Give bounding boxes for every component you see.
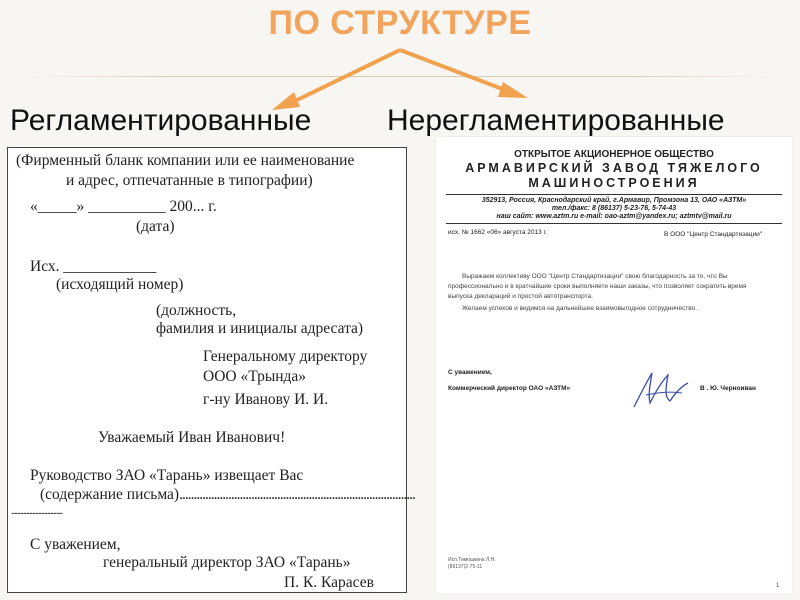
- reference-line: исх. № 1662 «06» августа 2013 г.: [448, 229, 547, 236]
- signer-name: В . Ю. Черноиван: [700, 385, 756, 392]
- organization-name-line2: МАШИНОСТРОЕНИЯ: [528, 176, 700, 190]
- recipient-position: Генеральному директору: [203, 348, 368, 365]
- date-caption: (дата): [136, 218, 175, 235]
- organization-phone: тел./факс: 8 (86137) 5-23-76, 5-74-43: [551, 205, 677, 212]
- header-rule-bottom: [446, 223, 782, 224]
- letterhead-caption-line2: и адрес, отпечатанные в типографии): [66, 172, 313, 189]
- recipient-name: г-ну Иванову И. И.: [203, 391, 329, 408]
- signer-title: Коммерческий директор ОАО «АЗТМ»: [448, 385, 571, 392]
- body-dots: ..................................................................................: [179, 486, 415, 503]
- recipient-caption-line2: фамилия и инициалы адресата): [156, 320, 364, 337]
- addressee: В ООО "Центр Стандартизации": [664, 231, 763, 238]
- salutation: Уважаемый Иван Иванович!: [98, 429, 286, 446]
- letterhead-caption-line1: (Фирменный бланк компании или ее наименование: [16, 152, 355, 169]
- slide-title: ПО СТРУКТУРЕ: [268, 4, 532, 42]
- unregulated-label: Нерегламентированные: [387, 104, 725, 137]
- paragraph2: Желаем успехов и видимся на дальнейшее взаимовыгодное сотрудничество .: [462, 305, 699, 312]
- organization-web: наш сайт: www.aztm.ru e-mail: oao-aztm@yandex.ru; aztmtv@mail.ru: [496, 213, 732, 220]
- body-line2: [40, 486, 415, 504]
- real-letter: [436, 137, 792, 594]
- signer-name: П. К. Карасев: [284, 574, 374, 591]
- right-arrow-icon: [400, 50, 528, 98]
- signature-icon: [626, 365, 696, 415]
- outgoing-number-line: Исх. ____________: [30, 258, 157, 275]
- closing: С уважением,: [448, 369, 492, 376]
- signer-title: генеральный директор ЗАО «Тарань»: [103, 554, 351, 571]
- page-number: 1: [776, 583, 780, 589]
- body-placeholder: (содержание письма): [40, 486, 180, 503]
- regulated-label: Регламентированные: [10, 104, 312, 137]
- paragraph1-line1: Выражаем коллективу ООО "Центр Стандартизации" свою благодарность за то, что Вы: [462, 273, 728, 280]
- outgoing-number-caption: (исходящий номер): [56, 276, 184, 293]
- organization-name-line1: АРМАВИРСКИЙ ЗАВОД ТЯЖЕЛОГО: [465, 161, 763, 175]
- recipient-caption-line1: (должность,: [156, 302, 237, 319]
- paragraph1-line2: профессионально и в кратчайшие сроки выполняете наши заказы, что позволяет сократить время: [448, 283, 747, 290]
- organization-address: 352913, Россия, Краснодарский край, г.Армавир, Промзона 13, ОАО «АЗТМ»: [481, 197, 747, 204]
- body-line1: Руководство ЗАО «Тарань» извещает Вас: [30, 467, 304, 484]
- footer-executor: Исп.Тимошкина Л.Н.: [448, 557, 496, 563]
- paragraph1-line3: выпуска деклараций и простой автотранспорта.: [448, 293, 593, 300]
- footer-phone: (86137)2-75-11: [448, 564, 483, 570]
- template-letter: [7, 147, 415, 593]
- left-arrow-icon: [272, 50, 400, 110]
- date-line: «_____» __________ 200... г.: [30, 198, 217, 215]
- body-line3-dots: ..................................: [11, 506, 62, 517]
- closing: С уважением,: [30, 536, 121, 553]
- header-rule-top: [446, 194, 782, 195]
- recipient-company: ООО «Трында»: [203, 368, 307, 385]
- organization-type: ОТКРЫТОЕ АКЦИОНЕРНОЕ ОБЩЕСТВО: [514, 149, 714, 160]
